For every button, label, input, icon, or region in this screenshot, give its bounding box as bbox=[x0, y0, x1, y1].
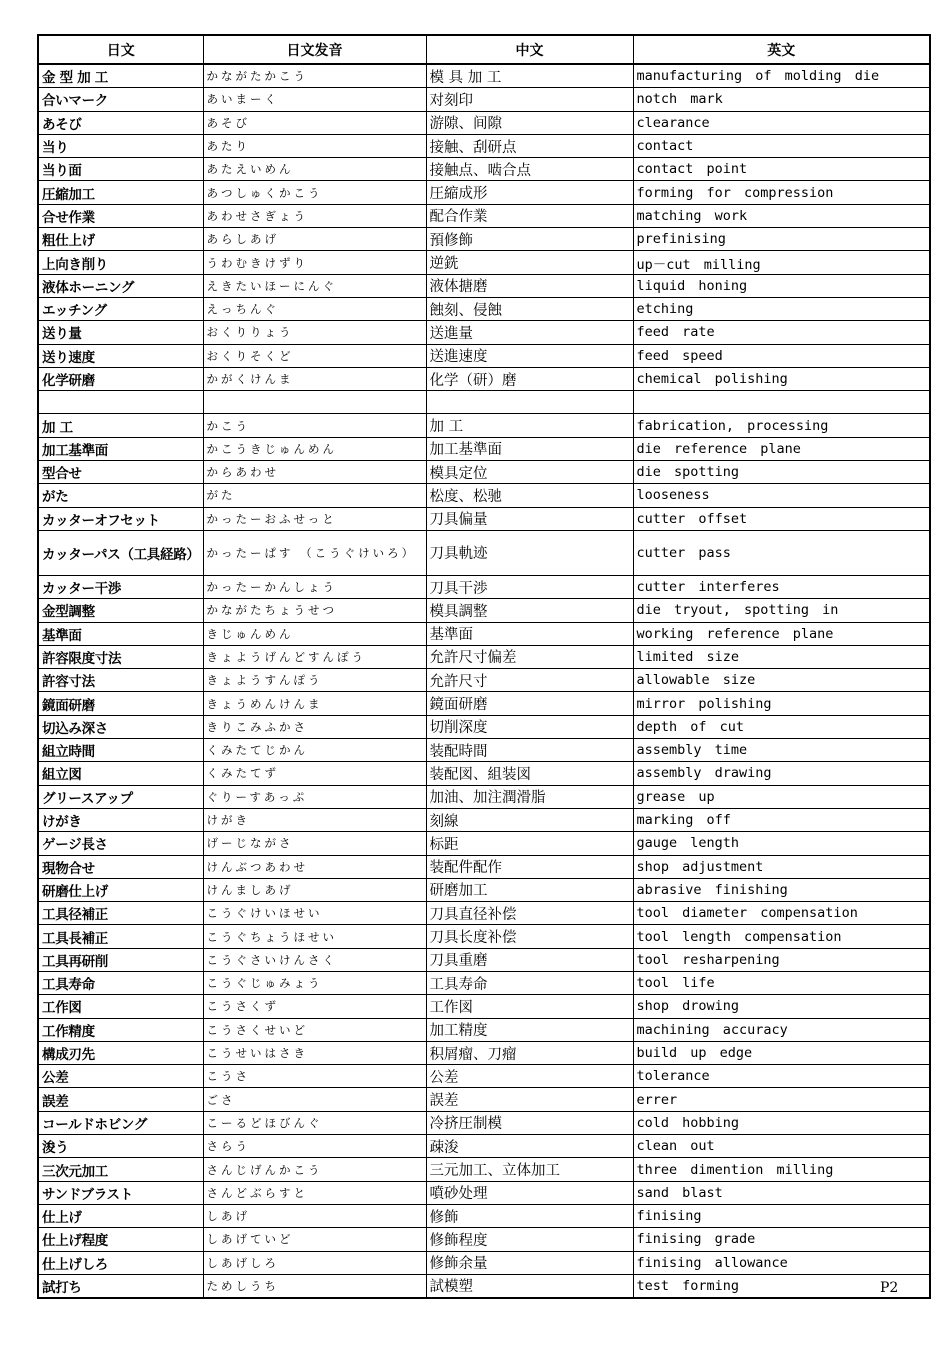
chinese-term: 修飾 bbox=[426, 1204, 633, 1227]
pronunciation: かったーかんしょう bbox=[203, 575, 426, 598]
chinese-term: 接触点、啮合点 bbox=[426, 158, 633, 181]
pronunciation: きじゅんめん bbox=[203, 622, 426, 645]
table-row bbox=[38, 902, 930, 925]
chinese-term: 鏡面研磨 bbox=[426, 692, 633, 715]
pronunciation: あわせさぎょう bbox=[203, 204, 426, 227]
english-term: finising bbox=[633, 1204, 930, 1227]
english-term: tool life bbox=[633, 971, 930, 994]
japanese-term: けがき bbox=[38, 808, 203, 831]
chinese-term: 化学（研）磨 bbox=[426, 367, 633, 390]
pronunciation: こうぐじゅみょう bbox=[203, 971, 426, 994]
english-term: looseness bbox=[633, 484, 930, 507]
table-row bbox=[38, 995, 930, 1018]
table-row bbox=[38, 948, 930, 971]
english-term: assembly time bbox=[633, 739, 930, 762]
pronunciation: きりこみふかさ bbox=[203, 715, 426, 738]
pronunciation: さんじげんかこう bbox=[203, 1158, 426, 1181]
pronunciation: あたえいめん bbox=[203, 158, 426, 181]
chinese-term: 加油、加注潤滑脂 bbox=[426, 785, 633, 808]
pronunciation: ためしうち bbox=[203, 1274, 426, 1298]
japanese-term: コールドホビング bbox=[38, 1111, 203, 1134]
japanese-term: 許容限度寸法 bbox=[38, 645, 203, 668]
english-term: three dimention milling bbox=[633, 1158, 930, 1181]
japanese-term: 送り量 bbox=[38, 321, 203, 344]
chinese-term: 逆銑 bbox=[426, 251, 633, 274]
japanese-term: 加 工 bbox=[38, 414, 203, 437]
japanese-term: 圧縮加工 bbox=[38, 181, 203, 204]
english-term bbox=[633, 391, 930, 414]
japanese-term: 許容寸法 bbox=[38, 669, 203, 692]
english-term: sand blast bbox=[633, 1181, 930, 1204]
header-row bbox=[38, 35, 930, 64]
english-term: working reference plane bbox=[633, 622, 930, 645]
chinese-term: 液体搪磨 bbox=[426, 274, 633, 297]
english-term: matching work bbox=[633, 204, 930, 227]
table-row bbox=[38, 414, 930, 437]
english-term: shop drowing bbox=[633, 995, 930, 1018]
pronunciation: あらしあげ bbox=[203, 228, 426, 251]
table-row bbox=[38, 297, 930, 320]
chinese-term: 标距 bbox=[426, 832, 633, 855]
glossary-body bbox=[38, 64, 930, 1298]
english-term: clean out bbox=[633, 1135, 930, 1158]
japanese-term: サンドブラスト bbox=[38, 1181, 203, 1204]
english-term: marking off bbox=[633, 808, 930, 831]
chinese-term: 装配件配作 bbox=[426, 855, 633, 878]
table-row bbox=[38, 808, 930, 831]
japanese-term: 工具寿命 bbox=[38, 971, 203, 994]
table-row bbox=[38, 111, 930, 134]
table-row bbox=[38, 622, 930, 645]
japanese-term: 研磨仕上げ bbox=[38, 878, 203, 901]
english-term: chemical polishing bbox=[633, 367, 930, 390]
chinese-term: 模 具 加 工 bbox=[426, 64, 633, 88]
pronunciation: こうせいはさき bbox=[203, 1041, 426, 1064]
english-term: die spotting bbox=[633, 461, 930, 484]
english-term: allowable size bbox=[633, 669, 930, 692]
chinese-term: 工作図 bbox=[426, 995, 633, 1018]
pronunciation: こうぐちょうほせい bbox=[203, 925, 426, 948]
japanese-term: あそび bbox=[38, 111, 203, 134]
table-row bbox=[38, 1111, 930, 1134]
english-term: tool length compensation bbox=[633, 925, 930, 948]
table-row bbox=[38, 1274, 930, 1298]
japanese-term: 工作精度 bbox=[38, 1018, 203, 1041]
japanese-term: 誤差 bbox=[38, 1088, 203, 1111]
header-chinese: 中文 bbox=[426, 35, 633, 64]
english-term: cold hobbing bbox=[633, 1111, 930, 1134]
chinese-term bbox=[426, 391, 633, 414]
japanese-term: 鏡面研磨 bbox=[38, 692, 203, 715]
japanese-term: 金 型 加 工 bbox=[38, 64, 203, 88]
japanese-term: 三次元加工 bbox=[38, 1158, 203, 1181]
chinese-term: 冷挤圧制模 bbox=[426, 1111, 633, 1134]
chinese-term: 刻線 bbox=[426, 808, 633, 831]
pronunciation: かがくけんま bbox=[203, 367, 426, 390]
chinese-term: 刀具重磨 bbox=[426, 948, 633, 971]
pronunciation: けんましあげ bbox=[203, 878, 426, 901]
chinese-term: 切削深度 bbox=[426, 715, 633, 738]
header-japanese: 日文 bbox=[38, 35, 203, 64]
table-row bbox=[38, 251, 930, 274]
table-row bbox=[38, 669, 930, 692]
table-row bbox=[38, 484, 930, 507]
japanese-term: 浚う bbox=[38, 1135, 203, 1158]
japanese-term: 工作図 bbox=[38, 995, 203, 1018]
chinese-term: 装配図、組装図 bbox=[426, 762, 633, 785]
pronunciation: さんどぶらすと bbox=[203, 1181, 426, 1204]
japanese-term: 当り面 bbox=[38, 158, 203, 181]
pronunciation: くみたてず bbox=[203, 762, 426, 785]
table-row bbox=[38, 64, 930, 88]
table-row bbox=[38, 692, 930, 715]
pronunciation: かこうきじゅんめん bbox=[203, 437, 426, 460]
english-term: feed rate bbox=[633, 321, 930, 344]
japanese-term: 工具長補正 bbox=[38, 925, 203, 948]
english-term: gauge length bbox=[633, 832, 930, 855]
english-term: fabrication, processing bbox=[633, 414, 930, 437]
table-row bbox=[38, 507, 930, 530]
english-term: manufacturing of molding die bbox=[633, 64, 930, 88]
table-row bbox=[38, 1065, 930, 1088]
chinese-term: 基準面 bbox=[426, 622, 633, 645]
chinese-term: 模具調整 bbox=[426, 599, 633, 622]
chinese-term: 修飾程度 bbox=[426, 1228, 633, 1251]
japanese-term: 合せ作業 bbox=[38, 204, 203, 227]
table-row bbox=[38, 530, 930, 575]
japanese-term: 液体ホーニング bbox=[38, 274, 203, 297]
pronunciation: こーるどほびんぐ bbox=[203, 1111, 426, 1134]
japanese-term: 現物合せ bbox=[38, 855, 203, 878]
table-row bbox=[38, 461, 930, 484]
table-row bbox=[38, 1088, 930, 1111]
chinese-term: 誤差 bbox=[426, 1088, 633, 1111]
table-row bbox=[38, 599, 930, 622]
chinese-term: 模具定位 bbox=[426, 461, 633, 484]
japanese-term: ゲージ長さ bbox=[38, 832, 203, 855]
table-row bbox=[38, 1181, 930, 1204]
chinese-term: 加工基準面 bbox=[426, 437, 633, 460]
pronunciation: ぐりーすあっぷ bbox=[203, 785, 426, 808]
japanese-term: 加工基準面 bbox=[38, 437, 203, 460]
japanese-term: 試打ち bbox=[38, 1274, 203, 1298]
japanese-term: 組立時間 bbox=[38, 739, 203, 762]
chinese-term: 公差 bbox=[426, 1065, 633, 1088]
japanese-term: エッチング bbox=[38, 297, 203, 320]
chinese-term: 对刻印 bbox=[426, 88, 633, 111]
japanese-term: 粗仕上げ bbox=[38, 228, 203, 251]
pronunciation: くみたてじかん bbox=[203, 739, 426, 762]
pronunciation: さらう bbox=[203, 1135, 426, 1158]
pronunciation: けんぶつあわせ bbox=[203, 855, 426, 878]
table-row bbox=[38, 645, 930, 668]
japanese-term: カッターオフセット bbox=[38, 507, 203, 530]
chinese-term: 刀具干渉 bbox=[426, 575, 633, 598]
pronunciation: こうさ bbox=[203, 1065, 426, 1088]
english-term: forming for compression bbox=[633, 181, 930, 204]
japanese-term: 金型調整 bbox=[38, 599, 203, 622]
japanese-term: 仕上げ程度 bbox=[38, 1228, 203, 1251]
chinese-term: 刀具偏量 bbox=[426, 507, 633, 530]
table-row bbox=[38, 391, 930, 414]
english-term: up－cut milling bbox=[633, 251, 930, 274]
pronunciation: あたり bbox=[203, 134, 426, 157]
english-term: cutter pass bbox=[633, 530, 930, 575]
chinese-term: 接触、刮研点 bbox=[426, 134, 633, 157]
pronunciation: ごさ bbox=[203, 1088, 426, 1111]
japanese-term: 型合せ bbox=[38, 461, 203, 484]
pronunciation: うわむきけずり bbox=[203, 251, 426, 274]
english-term: finising allowance bbox=[633, 1251, 930, 1274]
pronunciation: きょようげんどすんぽう bbox=[203, 645, 426, 668]
pronunciation bbox=[203, 391, 426, 414]
english-term: finising grade bbox=[633, 1228, 930, 1251]
table-row bbox=[38, 88, 930, 111]
chinese-term: 刀具直径补偿 bbox=[426, 902, 633, 925]
english-term: grease up bbox=[633, 785, 930, 808]
table-row bbox=[38, 855, 930, 878]
pronunciation: きょようすんぽう bbox=[203, 669, 426, 692]
pronunciation: えっちんぐ bbox=[203, 297, 426, 320]
table-row bbox=[38, 925, 930, 948]
english-term: tool resharpening bbox=[633, 948, 930, 971]
table-row bbox=[38, 437, 930, 460]
table-row bbox=[38, 274, 930, 297]
pronunciation: えきたいほーにんぐ bbox=[203, 274, 426, 297]
chinese-term: 三元加工、立体加工 bbox=[426, 1158, 633, 1181]
english-term: build up edge bbox=[633, 1041, 930, 1064]
english-term: prefinising bbox=[633, 228, 930, 251]
table-row bbox=[38, 344, 930, 367]
table-row bbox=[38, 321, 930, 344]
english-term: tool diameter compensation bbox=[633, 902, 930, 925]
chinese-term: 允許尺寸 bbox=[426, 669, 633, 692]
pronunciation: しあげ bbox=[203, 1204, 426, 1227]
japanese-term: 合いマーク bbox=[38, 88, 203, 111]
english-term: feed speed bbox=[633, 344, 930, 367]
english-term: test forming bbox=[633, 1274, 930, 1298]
table-row bbox=[38, 575, 930, 598]
table-row bbox=[38, 1204, 930, 1227]
pronunciation: あそび bbox=[203, 111, 426, 134]
chinese-term: 預修飾 bbox=[426, 228, 633, 251]
english-term: mirror polishing bbox=[633, 692, 930, 715]
pronunciation: がた bbox=[203, 484, 426, 507]
pronunciation: こうぐさいけんさく bbox=[203, 948, 426, 971]
table-row bbox=[38, 715, 930, 738]
table-row bbox=[38, 204, 930, 227]
japanese-term: 公差 bbox=[38, 1065, 203, 1088]
japanese-term: 切込み深さ bbox=[38, 715, 203, 738]
table-row bbox=[38, 971, 930, 994]
chinese-term: 允許尺寸偏差 bbox=[426, 645, 633, 668]
japanese-term: 組立図 bbox=[38, 762, 203, 785]
table-row bbox=[38, 878, 930, 901]
japanese-term: 仕上げ bbox=[38, 1204, 203, 1227]
chinese-term: 工具寿命 bbox=[426, 971, 633, 994]
chinese-term: 配合作業 bbox=[426, 204, 633, 227]
chinese-term: 送進速度 bbox=[426, 344, 633, 367]
chinese-term: 送進量 bbox=[426, 321, 633, 344]
header-pronunciation: 日文发音 bbox=[203, 35, 426, 64]
japanese-term: がた bbox=[38, 484, 203, 507]
header-english: 英文 bbox=[633, 35, 930, 64]
pronunciation: こうさくず bbox=[203, 995, 426, 1018]
english-term: etching bbox=[633, 297, 930, 320]
glossary-table bbox=[37, 34, 931, 1299]
japanese-term: 工具径補正 bbox=[38, 902, 203, 925]
english-term: contact bbox=[633, 134, 930, 157]
pronunciation: かながたかこう bbox=[203, 64, 426, 88]
english-term: abrasive finishing bbox=[633, 878, 930, 901]
table-row bbox=[38, 785, 930, 808]
pronunciation: しあげていど bbox=[203, 1228, 426, 1251]
chinese-term: 加工精度 bbox=[426, 1018, 633, 1041]
table-row bbox=[38, 1018, 930, 1041]
pronunciation: おくりそくど bbox=[203, 344, 426, 367]
table-row bbox=[38, 1135, 930, 1158]
table-row bbox=[38, 762, 930, 785]
pronunciation: きょうめんけんま bbox=[203, 692, 426, 715]
english-term: errer bbox=[633, 1088, 930, 1111]
chinese-term: 松度、松驰 bbox=[426, 484, 633, 507]
pronunciation: かったーおふせっと bbox=[203, 507, 426, 530]
english-term: cutter interferes bbox=[633, 575, 930, 598]
chinese-term: 积屑瘤、刀瘤 bbox=[426, 1041, 633, 1064]
chinese-term: 装配時間 bbox=[426, 739, 633, 762]
table-row bbox=[38, 739, 930, 762]
pronunciation: こうぐけいほせい bbox=[203, 902, 426, 925]
chinese-term: 刀具长度补偿 bbox=[426, 925, 633, 948]
english-term: depth of cut bbox=[633, 715, 930, 738]
table-row bbox=[38, 1251, 930, 1274]
english-term: die reference plane bbox=[633, 437, 930, 460]
japanese-term: 構成刃先 bbox=[38, 1041, 203, 1064]
table-row bbox=[38, 367, 930, 390]
chinese-term: 疎浚 bbox=[426, 1135, 633, 1158]
table-row bbox=[38, 1041, 930, 1064]
pronunciation: かこう bbox=[203, 414, 426, 437]
japanese-term: 仕上げしろ bbox=[38, 1251, 203, 1274]
chinese-term: 試模塑 bbox=[426, 1274, 633, 1298]
chinese-term: 加 工 bbox=[426, 414, 633, 437]
table-row bbox=[38, 181, 930, 204]
english-term: assembly drawing bbox=[633, 762, 930, 785]
english-term: tolerance bbox=[633, 1065, 930, 1088]
english-term: die tryout, spotting in bbox=[633, 599, 930, 622]
page-number: P2 bbox=[880, 1280, 899, 1296]
english-term: machining accuracy bbox=[633, 1018, 930, 1041]
pronunciation: かったーぱす （こうぐけいろ） bbox=[203, 530, 426, 575]
pronunciation: からあわせ bbox=[203, 461, 426, 484]
chinese-term: 噴砂处理 bbox=[426, 1181, 633, 1204]
english-term: limited size bbox=[633, 645, 930, 668]
pronunciation: あつしゅくかこう bbox=[203, 181, 426, 204]
japanese-term: 化学研磨 bbox=[38, 367, 203, 390]
chinese-term: 研磨加工 bbox=[426, 878, 633, 901]
pronunciation: こうさくせいど bbox=[203, 1018, 426, 1041]
japanese-term bbox=[38, 391, 203, 414]
pronunciation: おくりりょう bbox=[203, 321, 426, 344]
pronunciation: あいまーく bbox=[203, 88, 426, 111]
table-row bbox=[38, 1228, 930, 1251]
japanese-term: グリースアップ bbox=[38, 785, 203, 808]
pronunciation: げーじながさ bbox=[203, 832, 426, 855]
pronunciation: かながたちょうせつ bbox=[203, 599, 426, 622]
japanese-term: カッターパス（工具経路） bbox=[38, 530, 203, 575]
table-row bbox=[38, 832, 930, 855]
english-term: notch mark bbox=[633, 88, 930, 111]
english-term: liquid honing bbox=[633, 274, 930, 297]
table-row bbox=[38, 158, 930, 181]
chinese-term: 刀具軌迹 bbox=[426, 530, 633, 575]
japanese-term: 基準面 bbox=[38, 622, 203, 645]
japanese-term: 工具再研削 bbox=[38, 948, 203, 971]
japanese-term: 上向き削り bbox=[38, 251, 203, 274]
japanese-term: 送り速度 bbox=[38, 344, 203, 367]
english-term: shop adjustment bbox=[633, 855, 930, 878]
chinese-term: 修飾余量 bbox=[426, 1251, 633, 1274]
japanese-term: カッター干渉 bbox=[38, 575, 203, 598]
chinese-term: 游隙、间隙 bbox=[426, 111, 633, 134]
chinese-term: 蝕刻、侵蝕 bbox=[426, 297, 633, 320]
pronunciation: けがき bbox=[203, 808, 426, 831]
english-term: cutter offset bbox=[633, 507, 930, 530]
table-row bbox=[38, 134, 930, 157]
chinese-term: 圧縮成形 bbox=[426, 181, 633, 204]
english-term: contact point bbox=[633, 158, 930, 181]
table-row bbox=[38, 228, 930, 251]
pronunciation: しあげしろ bbox=[203, 1251, 426, 1274]
english-term: clearance bbox=[633, 111, 930, 134]
japanese-term: 当り bbox=[38, 134, 203, 157]
table-row bbox=[38, 1158, 930, 1181]
